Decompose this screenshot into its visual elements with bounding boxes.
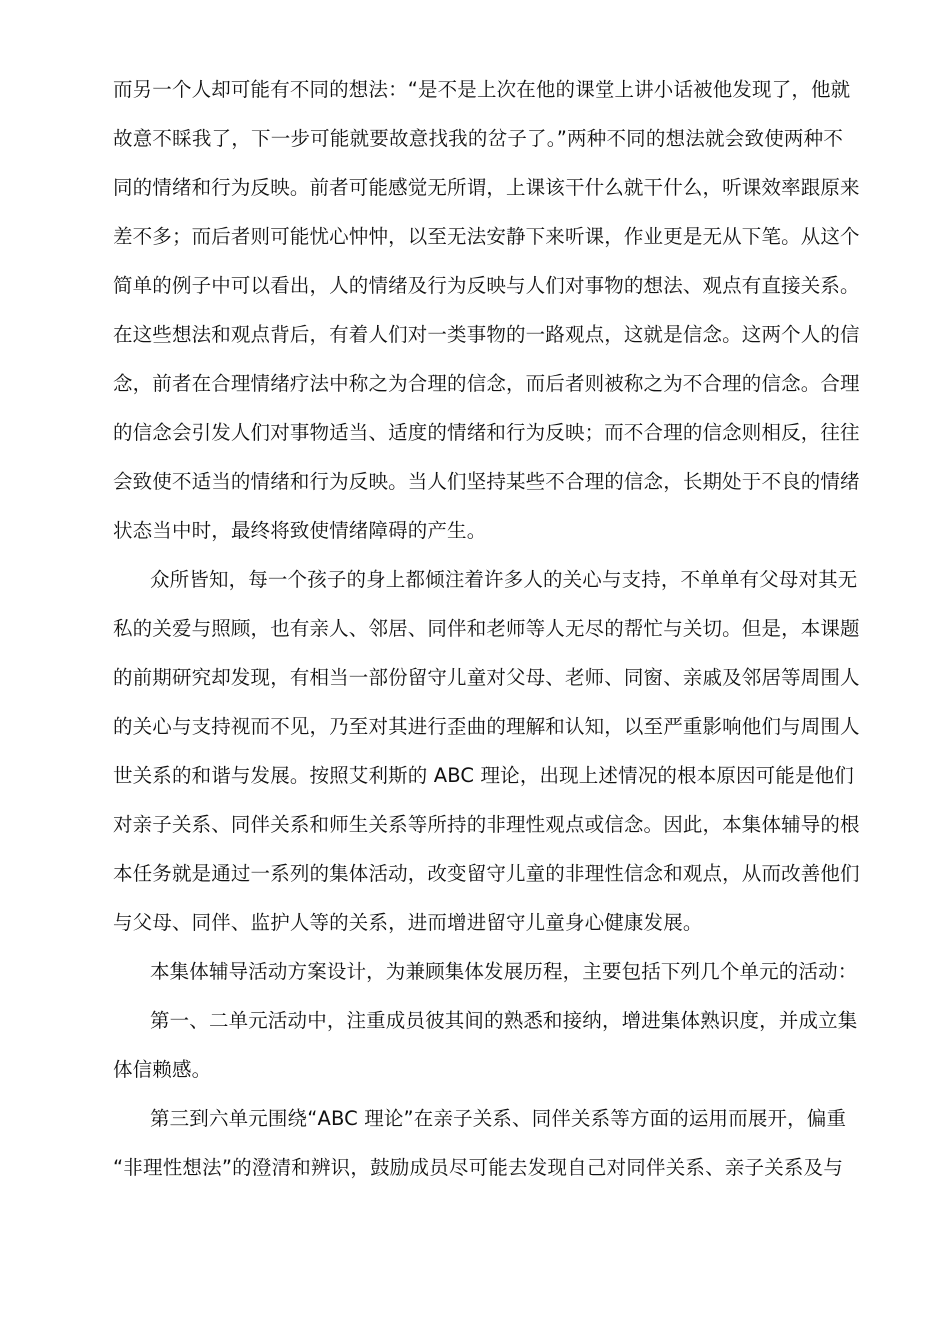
text-line: 而另一个人却可能有不同的想法：“是不是上次在他的课堂上讲小话被他发现了，他就 bbox=[113, 78, 851, 101]
text-line: 简单的例子中可以看出，人的情绪及行为反映与人们对事物的想法、观点有直接关系。 bbox=[113, 274, 860, 297]
text-line: 差不多；而后者则可能忧心忡忡，以至无法安静下来听课，作业更是无从下笔。从这个 bbox=[113, 225, 860, 248]
text-line: 的关心与支持视而不见，乃至对其进行歪曲的理解和认知，以至严重影响他们与周围人 bbox=[113, 715, 860, 738]
text-line: 的信念会引发人们对事物适当、适度的情绪和行为反映；而不合理的信念则相反，往往 bbox=[113, 421, 860, 444]
text-line: 对亲子关系、同伴关系和师生关系等所持的非理性观点或信念。因此，本集体辅导的根 bbox=[113, 813, 860, 836]
text-line: 与父母、同伴、监护人等的关系，进而增进留守儿童身心健康发展。 bbox=[113, 911, 703, 934]
text-line: 状态当中时，最终将致使情绪障碍的产生。 bbox=[113, 519, 487, 542]
text-line: 世关系的和谐与发展。按照艾利斯的 ABC 理论，出现上述情况的根本原因可能是他们 bbox=[113, 764, 854, 787]
text-line: 在这些想法和观点背后，有着人们对一类事物的一路观点，这就是信念。这两个人的信 bbox=[113, 323, 860, 346]
document-body bbox=[113, 71, 860, 1198]
text-line: 故意不睬我了，下一步可能就要故意找我的岔子了。”两种不同的想法就会致使两种不 bbox=[113, 127, 843, 150]
text-line: “非理性想法”的澄清和辨识，鼓励成员尽可能去发现自己对同伴关系、亲子关系及与 bbox=[113, 1156, 843, 1179]
text-line: 第一、二单元活动中，注重成员彼其间的熟悉和接纳，增进集体熟识度，并成立集 bbox=[150, 1009, 858, 1032]
text-line: 众所皆知，每一个孩子的身上都倾注着许多人的关心与支持，不单单有父母对其无 bbox=[150, 568, 858, 591]
text-line: 同的情绪和行为反映。前者可能感觉无所谓，上课该干什么就干什么，听课效率跟原来 bbox=[113, 176, 860, 199]
text-line: 念，前者在合理情绪疗法中称之为合理的信念，而后者则被称之为不合理的信念。合理 bbox=[113, 372, 860, 395]
text-line: 私的关爱与照顾，也有亲人、邻居、同伴和老师等人无尽的帮忙与关切。但是，本课题 bbox=[113, 617, 860, 640]
text-line: 本集体辅导活动方案设计，为兼顾集体发展历程，主要包括下列几个单元的活动： bbox=[150, 960, 858, 983]
text-line: 体信赖感。 bbox=[113, 1058, 212, 1081]
text-line: 第三到六单元围绕“ABC 理论”在亲子关系、同伴关系等方面的运用而展开，偏重 bbox=[150, 1107, 847, 1130]
text-line: 会致使不适当的情绪和行为反映。当人们坚持某些不合理的信念，长期处于不良的情绪 bbox=[113, 470, 860, 493]
text-line: 的前期研究却发现，有相当一部份留守儿童对父母、老师、同窗、亲戚及邻居等周围人 bbox=[113, 666, 860, 689]
text-line: 本任务就是通过一系列的集体活动，改变留守儿童的非理性信念和观点，从而改善他们 bbox=[113, 862, 860, 885]
